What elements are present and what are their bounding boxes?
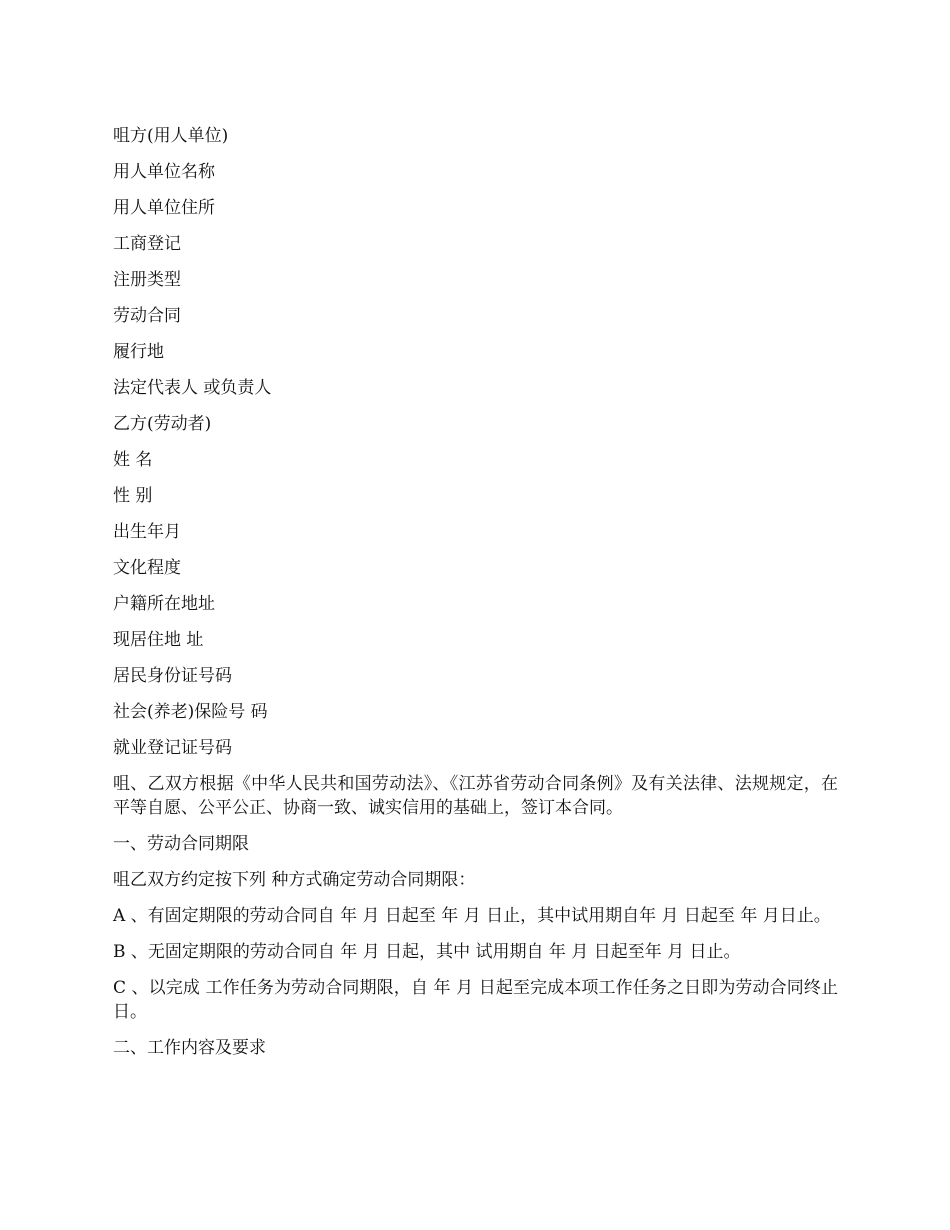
field-current-address: 现居住地 址 [113,630,204,650]
contract-body [113,124,838,1072]
section-1-lead: 咀乙双方约定按下列 种方式确定劳动合同期限： [113,870,476,890]
field-legal-representative: 法定代表人 或负责人 [113,378,272,398]
option-c-paragraph: C 、以完成 工作任务为劳动合同期限，自 年 月 日起至完成本项工作任务之日即为劳动合同终止日。 [113,978,838,1022]
field-name: 姓 名 [113,450,153,470]
field-household-address: 户籍所在地址 [113,594,215,614]
intro-paragraph: 咀、乙双方根据《中华人民共和国劳动法》、《江苏省劳动合同条例》及有关法律、法规规定，在平等自愿、公平公正、协商一致、诚实信用的基础上，签订本合同。 [113,774,838,818]
field-employer-name: 用人单位名称 [113,162,215,182]
field-id-number: 居民身份证号码 [113,666,232,686]
field-social-insurance-number: 社会(养老)保险号 码 [113,702,268,722]
field-employment-registration-number: 就业登记证号码 [113,738,232,758]
section-2-title: 二、工作内容及要求 [113,1038,266,1058]
section-1-title: 一、劳动合同期限 [113,834,249,854]
field-labor-contract: 劳动合同 [113,306,181,326]
field-registration-type: 注册类型 [113,270,181,290]
option-a-paragraph: A 、有固定期限的劳动合同自 年 月 日起至 年 月 日止，其中试用期自年 月 日起至 年 月日止。 [113,906,831,926]
option-b-paragraph: B 、无固定期限的劳动合同自 年 月 日起，其中 试用期自 年 月 日起至年 月 日止。 [113,942,741,962]
field-party-a: 咀方(用人单位) [113,126,229,146]
field-employer-address: 用人单位住所 [113,198,215,218]
field-party-b: 乙方(劳动者) [113,414,212,434]
field-performance-place: 履行地 [113,342,164,362]
field-birth-date: 出生年月 [113,522,181,542]
field-gender: 性 别 [113,486,153,506]
field-business-registration: 工商登记 [113,234,181,254]
field-education: 文化程度 [113,558,181,578]
